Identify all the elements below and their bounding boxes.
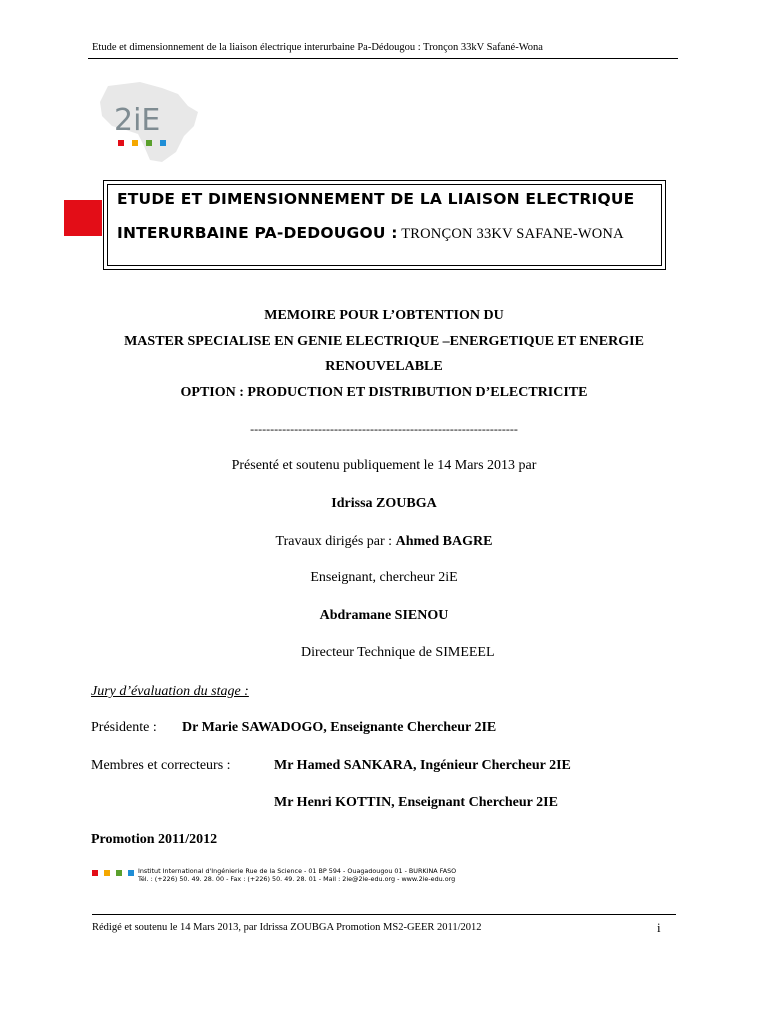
header-divider (88, 58, 678, 59)
president-name: Dr Marie SAWADOGO, Enseignante Chercheur 2IE (182, 720, 497, 735)
thesis-title-line1: ETUDE ET DIMENSIONNEMENT DE LA LIAISON ELECTRIQUE (117, 190, 635, 208)
supervisor1-name: Ahmed BAGRE (395, 534, 493, 549)
2ie-logo (88, 78, 208, 164)
footer-divider (92, 914, 676, 915)
president-label: Présidente : (91, 720, 157, 735)
institute-address-line1: Institut International d'Ingénierie Rue de la Science - 01 BP 594 - Ouagadougou 01 - BURKINA FASO (138, 867, 457, 875)
memoire-option: OPTION : PRODUCTION ET DISTRIBUTION D’ELECTRICITE (180, 385, 588, 400)
supervisor2-name: Abdramane SIENOU (319, 608, 449, 623)
running-footer: Rédigé et soutenu le 14 Mars 2013, par Idrissa ZOUBGA Promotion MS2-GEER 2011/2012 (92, 922, 482, 933)
memoire-line2: MASTER SPECIALISE EN GENIE ELECTRIQUE –ENERGETIQUE ET ENERGIE (124, 334, 644, 349)
thesis-title-line2-main: INTERURBAINE PA-DEDOUGOU : (117, 224, 398, 242)
red-accent-block (64, 200, 102, 236)
running-header: Etude et dimensionnement de la liaison électrique interurbaine Pa-Dédougou : Tronçon 33kV Safané-Wona (92, 42, 543, 53)
author-name: Idrissa ZOUBGA (331, 496, 437, 511)
supervision-line (0, 534, 768, 550)
member2-name: Mr Henri KOTTIN, Enseignant Chercheur 2IE (274, 795, 558, 810)
memoire-line3: RENOUVELABLE (325, 359, 443, 374)
page-number: i (657, 920, 661, 935)
dashed-separator: ------------------------------------------------------------------- (250, 422, 518, 436)
member1-name: Mr Hamed SANKARA, Ingénieur Chercheur 2IE (274, 758, 571, 773)
supervisor1-role: Enseignant, chercheur 2iE (310, 570, 458, 585)
supervision-label: Travaux dirigés par : (275, 534, 396, 549)
institute-address (138, 867, 456, 883)
svg-text:2iE: 2iE (114, 103, 161, 138)
promotion: Promotion 2011/2012 (91, 832, 218, 847)
institute-contact-line2: Tél. : (+226) 50. 49. 28. 00 - Fax : (+226) 50. 49. 28. 01 - Mail : 2ie@2ie-edu.org - www.2ie-edu.org (138, 875, 456, 883)
africa-map-logo-icon (88, 78, 208, 164)
supervisor2-role: Directeur Technique de SIMEEEL (301, 645, 495, 660)
thesis-title-line2 (117, 224, 624, 243)
color-squares-icon (92, 870, 134, 876)
thesis-title-line2-sub: TRONÇON 33KV SAFANE-WONA (397, 226, 624, 242)
members-label: Membres et correcteurs : (91, 758, 231, 773)
presented-line: Présenté et soutenu publiquement le 14 Mars 2013 par (231, 458, 537, 473)
jury-heading: Jury d’évaluation du stage : (91, 684, 249, 699)
memoire-line1: MEMOIRE POUR L’OBTENTION DU (264, 308, 504, 323)
